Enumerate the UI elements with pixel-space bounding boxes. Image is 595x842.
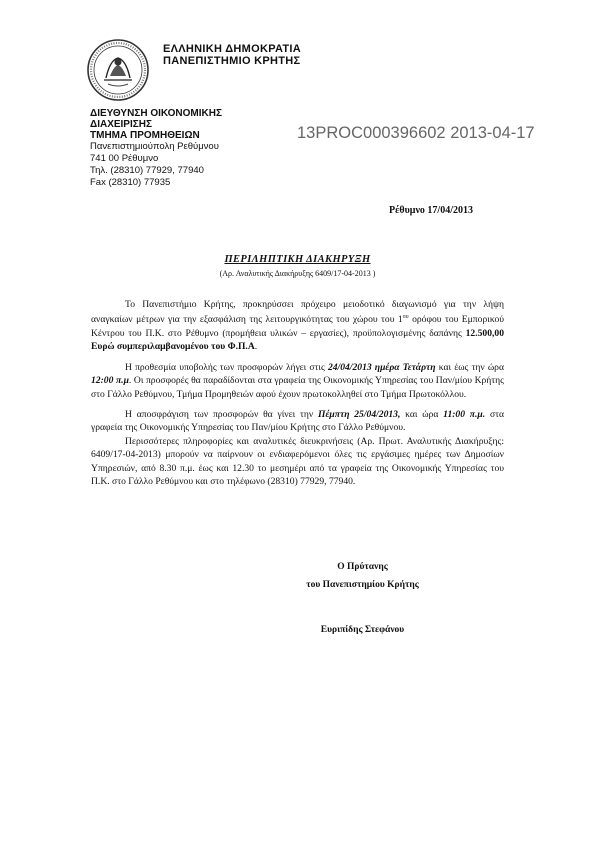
p1-superscript: ου: [402, 314, 409, 321]
p1-amount: 12.500,00 Ευρώ συμπεριλαμβανομένου του Φ.Π.Α: [91, 328, 504, 353]
letterhead-university: ΠΑΝΕΠΙΣΤΗΜΙΟ ΚΡΗΤΗΣ: [163, 55, 301, 67]
document-date: Ρέθυμνο 17/04/2013: [389, 205, 473, 216]
p4-text: Περισσότερες πληροφορίες και αναλυτικές διευκρινήσεις (Αρ. Πρωτ. Αναλυτικής Διακήρυξης: 6409/17-04-2013) μπορούν να παίρνουν οι ενδιαφερόμενοι όλες τις εργάσιμες ημέρες των Δημοσίων Υπηρεσιών, από 8.30 π.μ. έως και 12.30 το μεσημέρι από τα γραφεία της Οικονομικής Υπηρεσίας του Π.Κ. στο Γάλλο Ρεθύμνου και στο τηλέφωνο (28310) 77929, 77940.: [91, 435, 504, 488]
department-name-line1: ΔΙΕΥΘΥΝΣΗ ΟΙΚΟΝΟΜΙΚΗΣ: [90, 108, 222, 119]
paragraph-deadline: [91, 361, 504, 401]
p3-text-b: και ώρα: [400, 409, 444, 421]
department-block: [90, 108, 222, 189]
department-section: ΤΜΗΜΑ ΠΡΟΜΗΘΕΙΩΝ: [90, 130, 200, 141]
p3-opening-time: 11:00 π.μ.: [443, 409, 486, 421]
document-body: [91, 298, 504, 495]
letterhead: [163, 43, 301, 67]
p2-deadline-date: 24/04/2013 ημέρα Τετάρτη: [327, 361, 436, 373]
p2-text-c: . Οι προσφορές θα παραδίδονται στα γραφεία της Οικονομικής Υπηρεσίας του Παν/μίου Κρήτης στο Γάλλο Ρεθύμνου, Τμήμα Προμηθειών αφού έχουν πρωτοκολληθεί στο Τμήμα Πρωτοκόλλου.: [91, 375, 504, 400]
signature-name: Ευριπίδης Στεφάνου: [320, 625, 405, 635]
p3-opening-date: Πέμπτη 25/04/2013,: [318, 409, 401, 421]
department-city: Πανεπιστημιούπολη Ρεθύμνου: [90, 141, 219, 152]
letterhead-country: ΕΛΛΗΝΙΚΗ ΔΗΜΟΚΡΑΤΙΑ: [163, 43, 301, 55]
p1-end: .: [254, 341, 258, 353]
university-seal-logo: [86, 38, 150, 102]
paragraph-opening: [91, 408, 504, 435]
p3-text-a: Η αποσφράγιση των προσφορών θα γίνει την: [125, 409, 318, 421]
p2-text-b: και έως την ώρα: [435, 361, 504, 373]
p3-text-c: στα γραφεία της Οικονομικής Υπηρεσίας του Παν/μίου Κρήτης στο Γάλλο Ρεθύμνου.: [91, 409, 504, 434]
document-subtitle: (Αρ. Αναλυτικής Διακήρυξης 6409/17-04-2013 ): [219, 269, 376, 278]
department-name-line2: ΔΙΑΧΕΙΡΙΣΗΣ: [90, 119, 152, 130]
procurement-number: 13PROC000396602 2013-04-17: [297, 124, 535, 142]
signature-role: Ο Πρύτανης: [337, 562, 388, 572]
p1-text-b: ορόφου του Εμπορικού Κέντρου του Π.Κ. στο Ρέθυμνο (προμήθεια υλικών – εργασίες), προϋπολογισμένης δαπάνης: [91, 314, 504, 339]
department-postal: 741 00 Ρέθυμνο: [90, 153, 159, 164]
p2-deadline-time: 12:00 π.μ: [91, 375, 129, 387]
department-fax: Fax (28310) 77935: [90, 177, 171, 188]
paragraph-information: [91, 435, 504, 489]
p1-text-a: Το Πανεπιστήμιο Κρήτης, προκηρύσσει πρόχειρο μειοδοτικό διαγωνισμό για την λήψη αναγκαίων μέτρων για την εξασφάλιση της λειτουργικότητας του χώρου του 1: [91, 299, 504, 326]
signature-organization: του Πανεπιστημίου Κρήτης: [306, 580, 419, 590]
paragraph-announcement: [91, 298, 504, 354]
document-title: ΠΕΡΙΛΗΠΤΙΚΗ ΔΙΑΚΗΡΥΞΗ: [224, 254, 371, 265]
p2-text-a: Η προθεσμία υποβολής των προσφορών λήγει στις: [125, 361, 328, 373]
department-phone: Τηλ. (28310) 77929, 77940: [90, 165, 204, 176]
